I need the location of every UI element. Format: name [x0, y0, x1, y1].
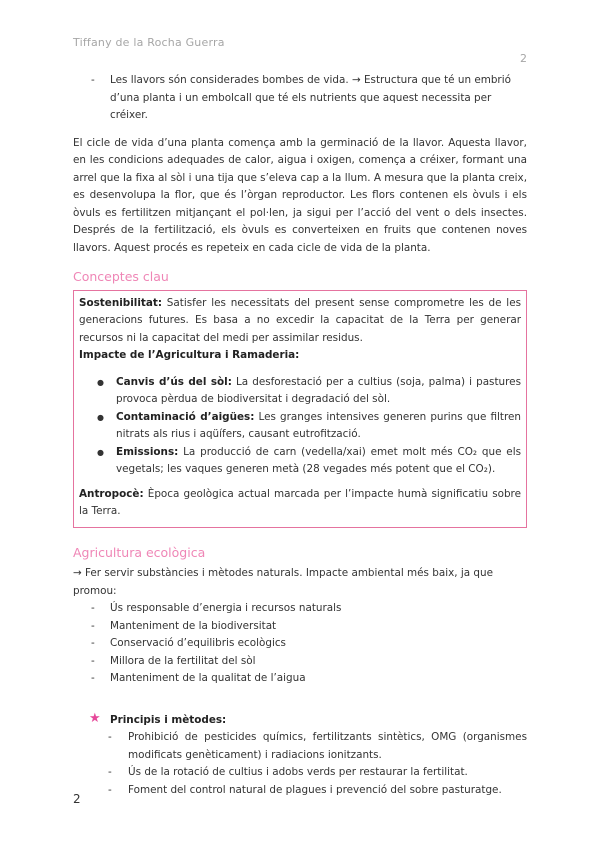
principles-label: Principis i mètodes: — [110, 713, 227, 726]
principle-item: - Foment del control natural de plagues i prevenció del sobre pasturatge. — [73, 782, 527, 800]
sustainability-term: Sostenibilitat: — [79, 296, 163, 309]
impact-subheading: Impacte de l’Agricultura i Ramaderia: — [79, 349, 300, 361]
sustainability-text: Satisfer les necessitats del present sense comprometre les de les generacions futures. Es basa a no excedir la capacitat de la Terra per generar recursos ni la capacitat del medi per assimilar residus. — [79, 296, 521, 344]
eco-list-item: - Ús responsable d’energia i recursos naturals — [73, 600, 527, 618]
principle-item: - Ús de la rotació de cultius i adobs verds per restaurar la fertilitat. — [73, 764, 527, 782]
principle-item: - Prohibició de pesticides químics, fertilitzants sintètics, OMG (organismes modificats genèticament) i radiacions ionitzants. — [73, 729, 527, 764]
eco-list-item: - Conservació d’equilibris ecològics — [73, 635, 527, 653]
anthropocene-definition — [79, 486, 521, 521]
intro-list-item: - Les llavors són considerades bombes de vida. → Estructura que té un embrió d’una planta i un embolcall que té els nutrients que aquest necessita per créixer. — [73, 72, 527, 125]
key-concepts-box — [73, 290, 527, 528]
anthropocene-text: Època geològica actual marcada per l’impacte humà significatiu sobre la Terra. — [79, 487, 521, 517]
header-author: Tiffany de la Rocha Guerra — [73, 36, 225, 49]
footer-page-number: 2 — [73, 792, 81, 806]
sustainability-definition — [79, 295, 521, 348]
impact-term: Emissions: — [116, 445, 179, 458]
impact-text: La producció de carn (vedella/xai) emet molt més CO₂ que els vegetals; les vaques generen metà (28 vegades més potent que el CO₂). — [116, 445, 521, 475]
header-page-number: 2 — [520, 52, 527, 65]
impact-item-emissions — [79, 444, 521, 479]
star-icon: ★ — [89, 710, 101, 726]
eco-list-item: - Manteniment de la qualitat de l’aigua — [73, 670, 527, 688]
eco-list-item: - Manteniment de la biodiversitat — [73, 618, 527, 636]
impact-term: Canvis d’ús del sòl: — [116, 375, 232, 388]
impact-list — [79, 374, 521, 479]
principles-heading — [73, 712, 527, 730]
page-content — [73, 72, 527, 799]
impact-item-land-use — [79, 374, 521, 409]
impact-text: Les granges intensives generen purins que filtren nitrats als rius i aqüífers, causant eutrofització. — [116, 410, 521, 440]
life-cycle-paragraph: El cicle de vida d’una planta comença amb la germinació de la llavor. Aquesta llavor, en les condicions adequades de calor, aigua i oxigen, comença a créixer, formant una arrel que la fixa al sòl i una tija que s’eleva cap a la llum. A mesura que la planta creix, es desenvolupa la flor, que és l’òrgan reproductor. Les flors contenen els òvuls i els òvuls es fertilitzen mitjançant el pol·len, ja sigui per l’acció del vent o dels insectes. Després de la fertilització, els òvuls es converteixen en fruits que contenen noves llavors. Aquest procés es repeteix en cada cicle de vida de la planta. — [73, 136, 527, 254]
impact-text: La desforestació per a cultius (soja, palma) i pastures provoca pèrdua de biodiversitat i degradació del sòl. — [116, 375, 521, 405]
eco-list-item: - Millora de la fertilitat del sòl — [73, 653, 527, 671]
eco-intro: → Fer servir substàncies i mètodes naturals. Impacte ambiental més baix, ja que promou: — [73, 567, 493, 597]
eco-agriculture-heading: Agricultura ecològica — [73, 544, 206, 560]
impact-term: Contaminació d’aigües: — [116, 410, 255, 423]
concepts-heading: Conceptes clau — [73, 269, 169, 284]
anthropocene-term: Antropocè: — [79, 487, 144, 500]
impact-item-water — [79, 409, 521, 444]
